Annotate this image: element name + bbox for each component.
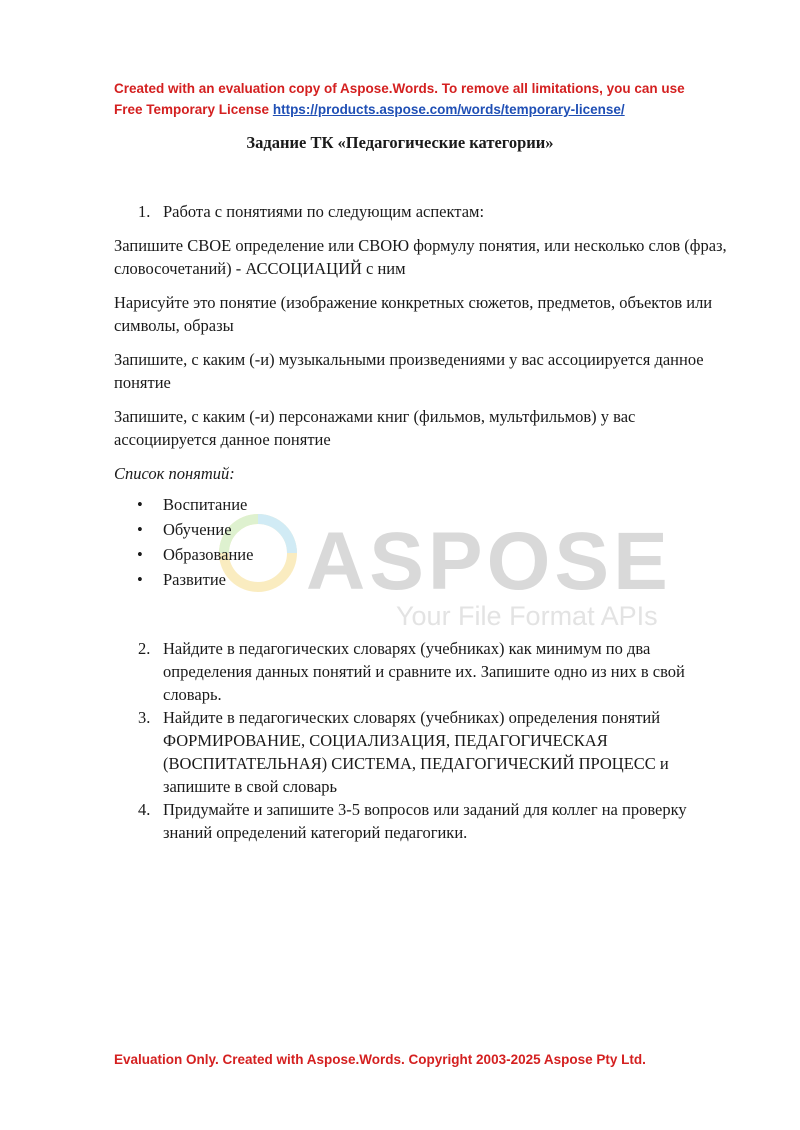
aspect-paragraph-2: Нарисуйте это понятие (изображение конкретных сюжетов, предметов, объектов или символы, образы (114, 293, 713, 335)
free-license-label: Free Temporary License (114, 102, 273, 117)
task-number: 2. (138, 639, 151, 658)
watermark-brand: ASPOSE (306, 516, 672, 607)
bullet-icon: • (137, 520, 143, 539)
temporary-license-link[interactable]: https://products.aspose.com/words/temporary-license/ (272, 102, 625, 117)
task-number: 3. (138, 708, 151, 727)
evaluation-footer: Evaluation Only. Created with Aspose.Words. Copyright 2003-2025 Aspose Pty Ltd. (114, 1052, 646, 1067)
list-item: • Воспитание (137, 495, 248, 514)
evaluation-notice (114, 78, 754, 120)
task-text: Придумайте и запишите 3-5 вопросов или заданий для коллег на проверку знаний определений категорий педагогики. (163, 800, 687, 842)
concepts-heading: Список понятий: (114, 464, 235, 483)
task-number: 4. (138, 800, 151, 819)
tasks-list (114, 637, 734, 844)
task-item-2 (114, 637, 734, 706)
aspect-paragraph-3: Запишите, с каким (-и) музыкальными произведениями у вас ассоциируется данное понятие (114, 350, 704, 392)
task-text: Работа с понятиями по следующим аспектам: (163, 202, 485, 221)
task-item-3 (114, 706, 734, 798)
watermark-tagline: Your File Format APIs (396, 601, 658, 631)
aspect-paragraph-4: Запишите, с каким (-и) персонажами книг (фильмов, мультфильмов) у вас ассоциируется данное понятие (114, 407, 636, 449)
list-item: • Обучение (137, 520, 232, 539)
bullet-icon: • (137, 545, 143, 564)
task-text: Найдите в педагогических словарях (учебниках) как минимум по два определения данных понятий и сравните их. Запишите одно из них в свой словарь. (163, 639, 685, 704)
concepts-list (114, 493, 734, 591)
evaluation-notice-line-1: Created with an evaluation copy of Aspose.Words. To remove all limitations, you can use (114, 81, 685, 96)
list-item: • Развитие (137, 570, 227, 589)
task-number: 1. (138, 202, 151, 221)
document-title: Задание ТК «Педагогические категории» (246, 133, 554, 152)
task-text: Найдите в педагогических словарях (учебниках) определения понятий ФОРМИРОВАНИЕ, СОЦИАЛИЗАЦИЯ, ПЕДАГОГИЧЕСКАЯ (ВОСПИТАТЕЛЬНАЯ) СИСТЕМА, ПЕДАГОГИЧЕСКИЙ ПРОЦЕСС и запишите в свой словарь (163, 708, 669, 796)
task-item-1 (114, 200, 734, 223)
list-item: • Образование (137, 545, 254, 564)
bullet-icon: • (137, 570, 143, 589)
task-item-4 (114, 798, 734, 844)
bullet-icon: • (137, 495, 143, 514)
aspect-paragraph-1: Запишите СВОЕ определение или СВОЮ формулу понятия, или несколько слов (фраз, словосочетаний) - АССОЦИАЦИЙ с ним (114, 236, 727, 278)
document-body (114, 200, 734, 844)
evaluation-notice-line-2 (114, 99, 754, 120)
